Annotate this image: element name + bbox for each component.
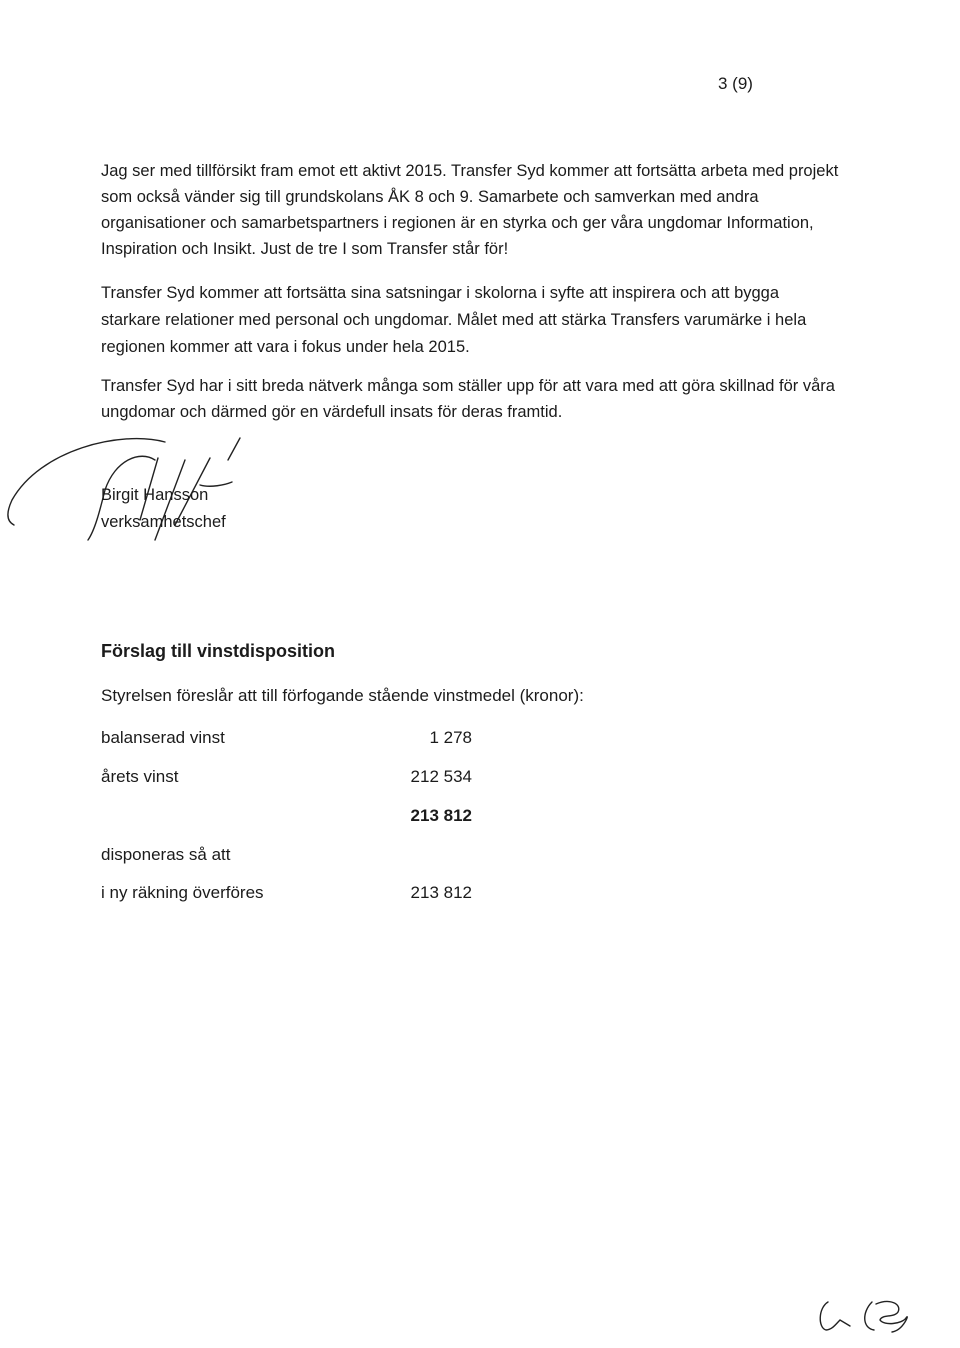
row-label-ny-rakning: i ny räkning överföres: [101, 883, 264, 902]
handwritten-initials: [810, 1290, 920, 1340]
row-value-arets-vinst: 212 534: [410, 767, 472, 786]
section-intro: Styrelsen föreslår att till förfogande stående vinstmedel (kronor):: [101, 686, 584, 705]
section-heading: Förslag till vinstdisposition: [101, 641, 336, 661]
row-value-sum: 213 812: [410, 806, 472, 825]
paragraph-outlook: Jag ser med tillförsikt fram emot ett aktivt 2015. Transfer Syd kommer att fortsätta arbeta med projekt som också vänder sig till grundskolans ÅK 8 och 9. Samarbete och samverkan med andra organisationer och samarbetspartners i regionen är en styrka och ger våra ungdomar Information, Inspiration och Insikt. Just de tre I som Transfer står för!: [101, 162, 839, 258]
row-label-balanserad-vinst: balanserad vinst: [101, 728, 225, 747]
row-value-balanserad-vinst: 1 278: [429, 728, 472, 747]
page-number: 3 (9): [718, 74, 753, 93]
signer-name: Birgit Hansson: [101, 486, 209, 504]
signer-title: verksamhetschef: [101, 513, 226, 531]
row-value-ny-rakning: 213 812: [410, 883, 472, 902]
row-label-disponeras: disponeras så att: [101, 845, 231, 864]
paragraph-schools: Transfer Syd kommer att fortsätta sina satsningar i skolorna i syfte att inspirera och att bygga starkare relationer med personal och ungdomar. Målet med att stärka Transfers varumärke i hela regionen kommer att vara i fokus under hela 2015.: [101, 284, 807, 356]
paragraph-network: Transfer Syd har i sitt breda nätverk många som ställer upp för att vara med att göra skillnad för våra ungdomar och därmed gör en värdefull insats för deras framtid.: [101, 377, 835, 421]
row-label-arets-vinst: årets vinst: [101, 767, 179, 786]
